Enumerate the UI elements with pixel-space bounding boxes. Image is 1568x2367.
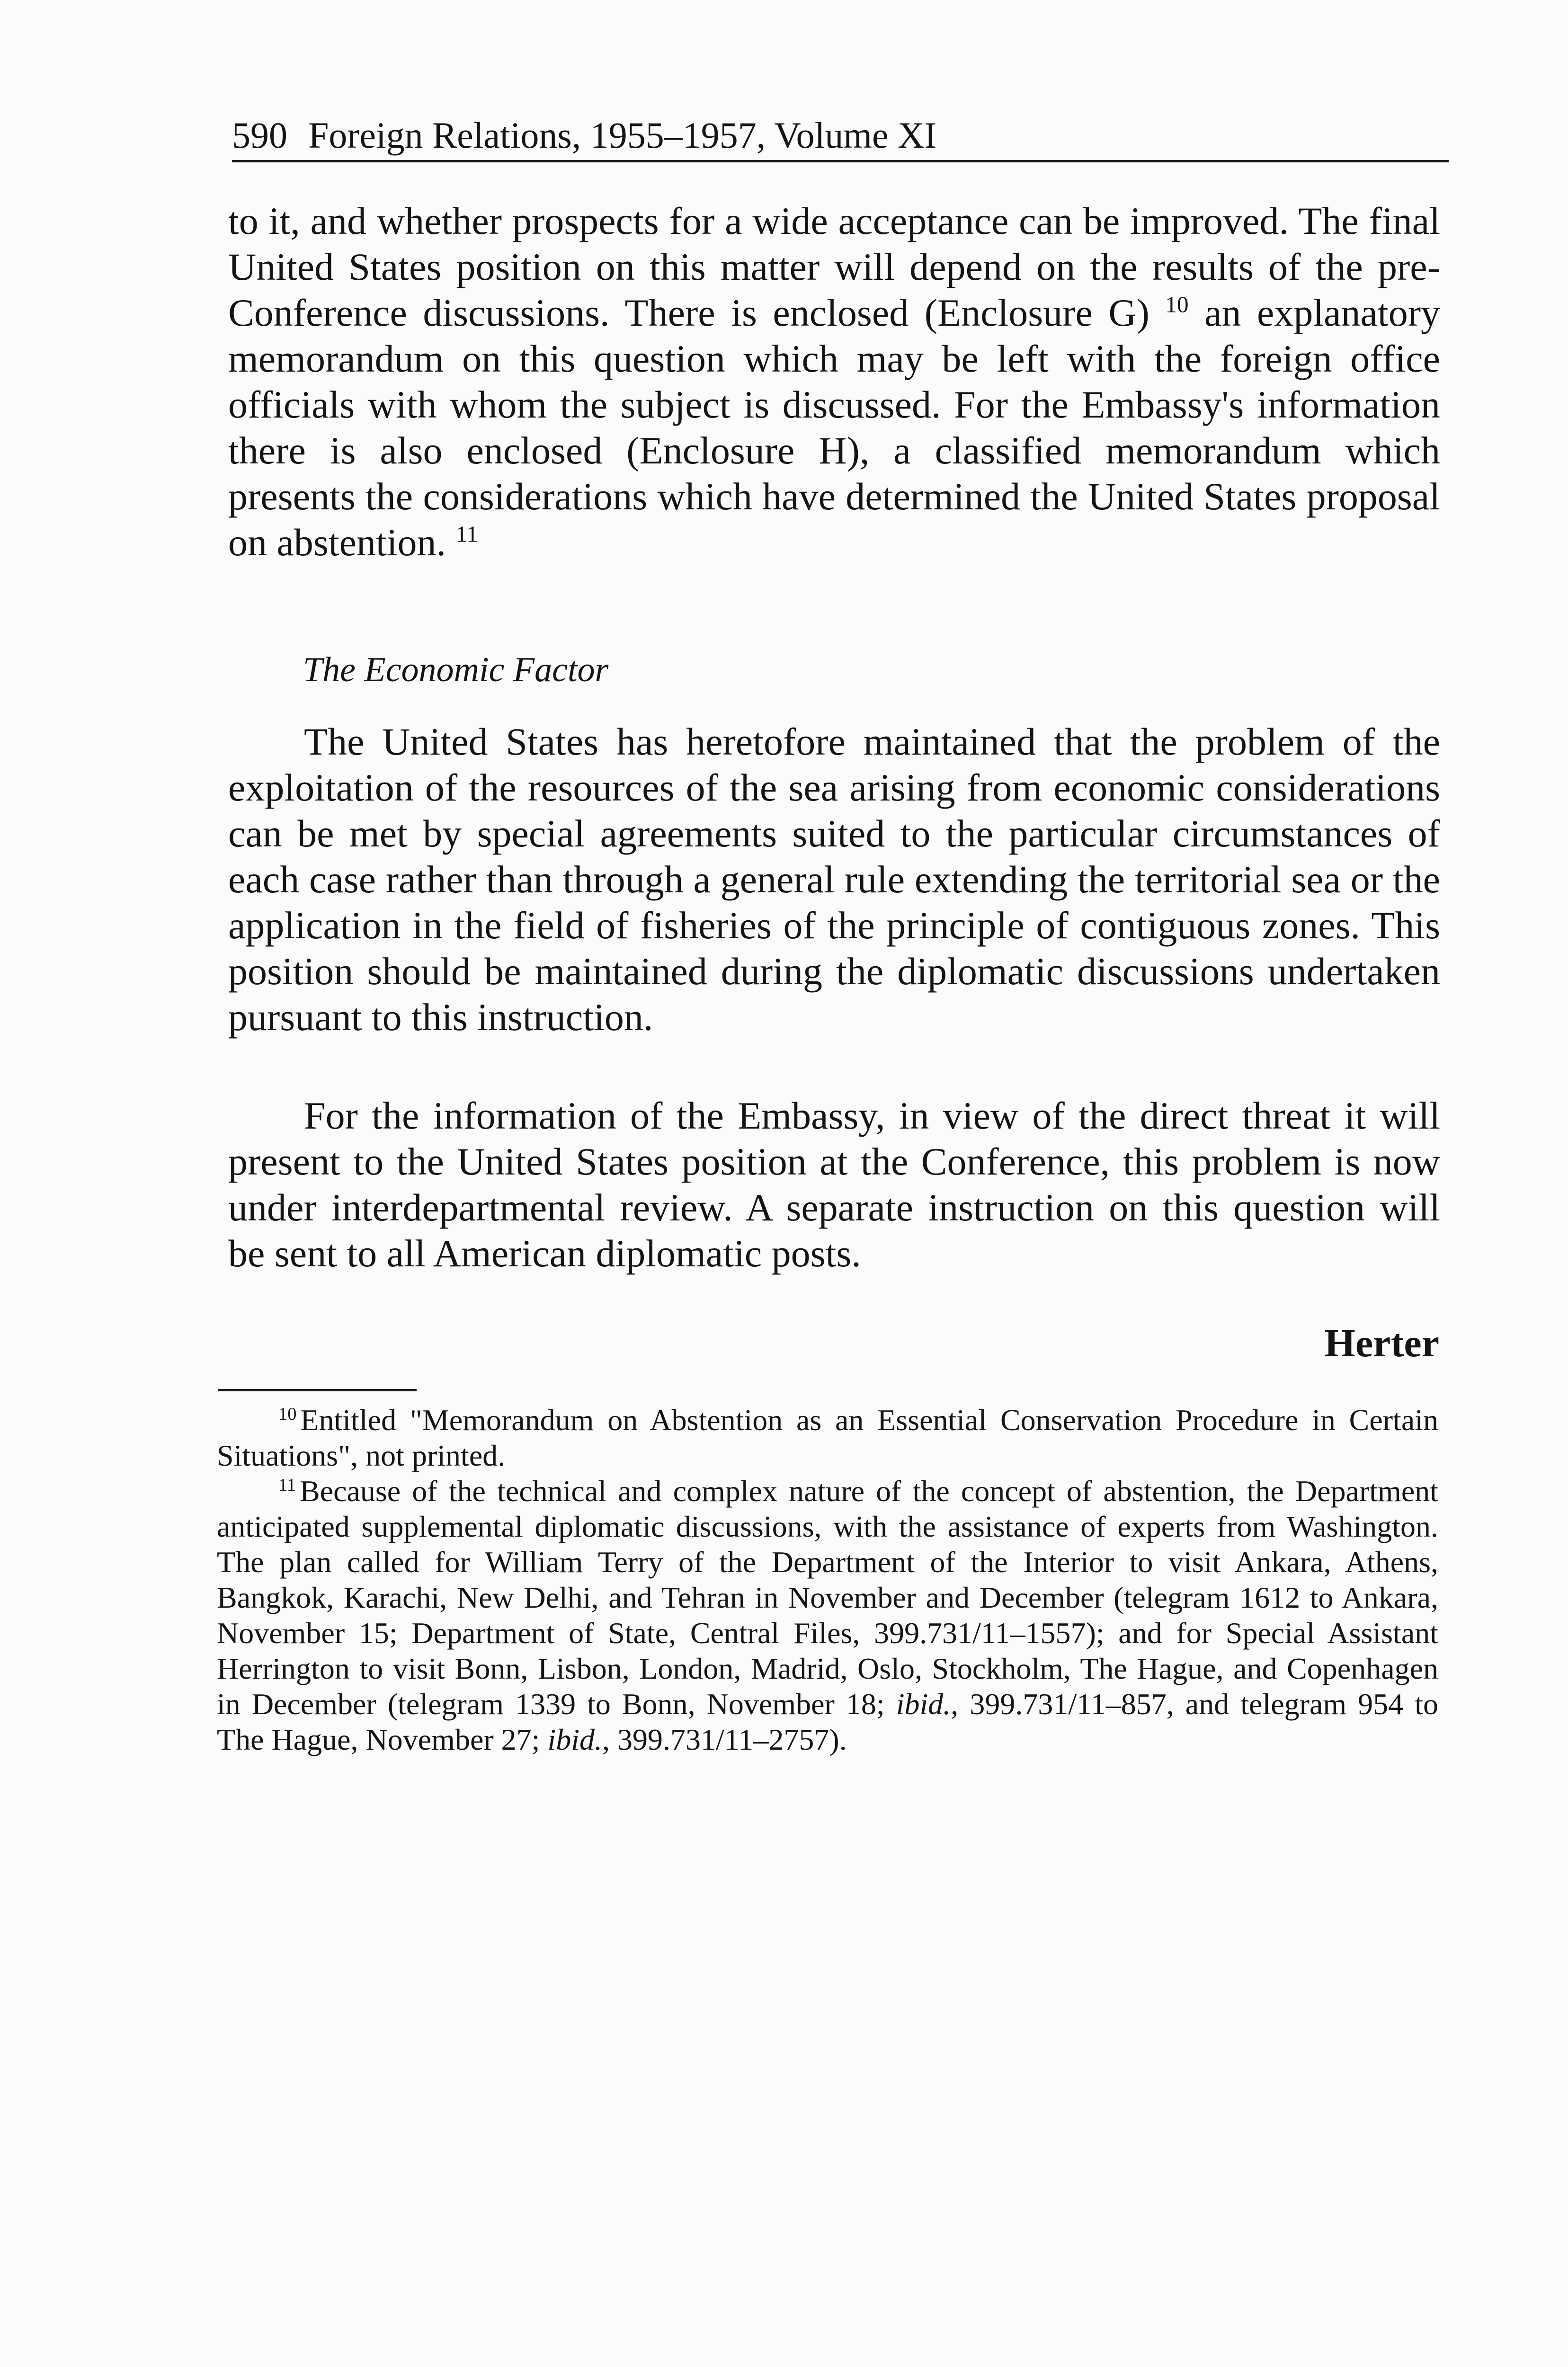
footnote-10	[217, 1402, 1438, 1473]
footnote-ref-10: 10	[1165, 291, 1189, 318]
section-heading: The Economic Factor	[303, 650, 609, 689]
footnote-11-text-c: , 399.731/11–2757).	[602, 1723, 847, 1756]
footnote-11-ibid-2: ibid.	[547, 1723, 602, 1756]
paragraph-3	[228, 1093, 1440, 1276]
signature: Herter	[1324, 1321, 1439, 1365]
footnote-11	[217, 1473, 1438, 1757]
footnote-divider	[218, 1389, 417, 1391]
footnote-10-mark: 10	[278, 1404, 297, 1424]
paragraph-1-text-a: to it, and whether prospects for a wide acceptance can be improved. The final United States position on this matter will depend on the results of the pre-Conference discussions. There is enclosed (Enclosure G)	[228, 199, 1440, 334]
paragraph-1-text-b: an explanatory memorandum on this question which may be left with the foreign office officials with whom the subject is discussed. For the Embassy's information there is also enclosed (Enclosure H), a classified memorandum which presents the considerations which have determined the United States proposal on abstention.	[228, 291, 1441, 564]
footnote-11-mark: 11	[278, 1475, 296, 1495]
paragraph-1	[228, 198, 1440, 565]
paragraph-2-text: The United States has heretofore maintained that the problem of the exploitation of the resources of the sea arising from economic considerations can be met by special agreements suited to the particular circumstances of each case rather than through a general rule extending the territorial sea or the application in the field of fisheries of the principle of contiguous zones. This position should be maintained during the diplomatic discussions undertaken pursuant to this instruction.	[228, 720, 1440, 1039]
paragraph-2	[228, 719, 1440, 1040]
volume-title: Foreign Relations, 1955–1957, Volume XI	[308, 115, 937, 156]
footnotes	[217, 1402, 1438, 1757]
footnote-11-text-b: , 399.731/11–857, and telegram 954 to The Hague, November 27;	[217, 1687, 1439, 1756]
running-head	[232, 113, 1449, 162]
paragraph-3-text: For the information of the Embassy, in view of the direct threat it will present to the United States position at the Conference, this problem is now under interdepartmental review. A separate instruction on this question will be sent to all American diplomatic posts.	[228, 1094, 1440, 1275]
footnote-ref-11: 11	[455, 521, 478, 547]
page-number: 590	[232, 115, 287, 156]
footnote-10-text: Entitled "Memorandum on Abstention as an Essential Conservation Procedure in Certain Situations", not printed.	[217, 1403, 1438, 1472]
footnote-11-ibid-1: ibid.	[896, 1687, 951, 1721]
footnote-11-text-a: Because of the technical and complex nature of the concept of abstention, the Department anticipated supplemental diplomatic discussions, with the assistance of experts from Washington. The plan called for William Terry of the Department of the Interior to visit Ankara, Athens, Bangkok, Karachi, New Delhi, and Tehran in November and December (telegram 1612 to Ankara, November 15; Department of State, Central Files, 399.731/11–1557); and for Special Assistant Herrington to visit Bonn, Lisbon, London, Madrid, Oslo, Stockholm, The Hague, and Copenhagen in December (telegram 1339 to Bonn, November 18;	[217, 1474, 1438, 1721]
